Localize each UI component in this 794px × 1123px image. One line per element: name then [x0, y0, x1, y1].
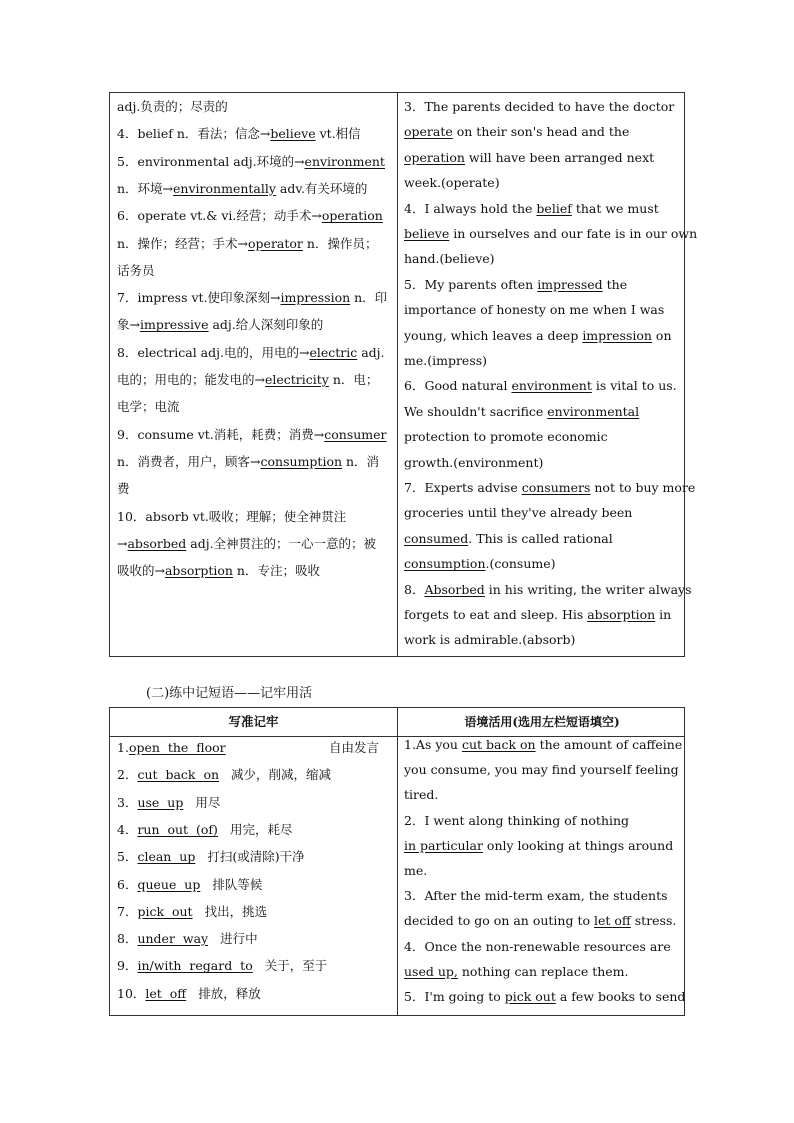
phrase-number: 6． — [117, 876, 138, 892]
usage-line: decided to go on an outing to let off stress. — [404, 913, 677, 929]
context-line: We shouldn't sacrifice environmental — [404, 403, 640, 419]
answer-blank: operation — [404, 149, 465, 165]
phrase-column — [110, 708, 397, 1015]
context-line: 4．I always hold the belief that we must — [404, 200, 659, 216]
phrase-text: clean up — [137, 849, 196, 865]
phrase-usage-column — [398, 708, 686, 1015]
phrase-number: 3． — [117, 794, 138, 810]
context-line: believe in ourselves and our fate is in our own — [404, 226, 698, 241]
usage-line: used up, nothing can replace them. — [404, 963, 629, 979]
phrase-item — [117, 740, 380, 756]
usage-line: me. — [404, 863, 428, 878]
phrase-text: run out (of) — [137, 821, 218, 837]
context-line: consumed. This is called rational — [404, 530, 613, 546]
answer-blank: operate — [404, 124, 453, 140]
phrase-item — [117, 849, 305, 865]
context-line: importance of honesty on me when I was — [404, 302, 665, 318]
usage-line: you consume, you may find yourself feeling — [404, 762, 679, 778]
vocab-line: →absorbed adj.全神贯注的；一心一意的；被 — [117, 535, 377, 551]
context-line: 6．Good natural environment is vital to us. — [404, 378, 677, 394]
usage-line: 2．I went along thinking of nothing — [404, 812, 630, 828]
vocab-line: 电学；电流 — [117, 399, 180, 415]
phrase-meaning: 进行中 — [220, 931, 258, 947]
phrase-text: pick out — [137, 903, 193, 919]
phrase-item — [117, 986, 261, 1002]
answer-blank: Absorbed — [424, 581, 485, 597]
phrase-meaning: 用完，耗尽 — [229, 821, 293, 837]
phrase-text: cut back on — [137, 767, 220, 783]
answer-blank: environmentally — [173, 180, 276, 196]
answer-blank: consumer — [324, 426, 387, 442]
answer-blank: belief — [536, 200, 572, 216]
phrase-number: 9． — [117, 958, 138, 974]
vocabulary-table — [109, 92, 698, 657]
answer-blank: used up, — [404, 963, 458, 979]
answer-blank: let off — [593, 913, 631, 929]
context-line: me.(impress) — [404, 353, 488, 368]
vocab-line: 电的；用电的；能发电的→electricity n．电； — [117, 372, 379, 387]
vocab-line: 7．impress vt.使印象深刻→impression n．印 — [117, 290, 388, 306]
answer-blank: impressed — [537, 276, 603, 292]
context-line: growth.(environment) — [404, 454, 544, 470]
context-line: forgets to eat and sleep. His absorption in — [404, 607, 672, 622]
answer-blank: consumed — [404, 530, 469, 546]
answer-blank: pick out — [504, 989, 556, 1004]
phrase-number: 2． — [117, 767, 138, 783]
vocab-line: 象→impressive adj.给人深刻印象的 — [117, 317, 324, 333]
answer-blank: consumption — [260, 453, 343, 469]
context-line: hand.(believe) — [404, 251, 495, 267]
usage-line: in particular only looking at things around — [404, 837, 674, 853]
answer-blank: impressive — [139, 317, 209, 333]
answer-blank: believe — [270, 126, 316, 142]
phrase-number: 7． — [117, 903, 138, 919]
phrase-meaning: 打扫(或清除)干净 — [207, 849, 305, 865]
phrase-item — [117, 877, 262, 893]
answer-blank: in particular — [404, 837, 483, 853]
answer-blank: environment — [304, 153, 385, 169]
usage-line: tired. — [404, 787, 439, 803]
answer-blank: consumers — [521, 480, 591, 495]
left-column-header: 写准记牢 — [228, 714, 279, 729]
vocab-line: 5．environmental adj.环境的→environment — [117, 153, 385, 169]
context-line: operate on their son's head and the — [404, 124, 630, 140]
vocab-line: n．操作；经营；手术→operator n．操作员； — [117, 235, 378, 251]
usage-line: 5．I'm going to pick out a few books to send — [404, 989, 686, 1004]
phrase-number: 8． — [117, 931, 138, 947]
vocab-line: 吸收的→absorption n．专注；吸收 — [117, 563, 320, 579]
phrase-number: 1. — [117, 740, 129, 755]
vocab-line: 10．absorb vt.吸收；理解；使全神贯注 — [117, 508, 347, 524]
phrase-text: queue up — [137, 876, 201, 892]
answer-blank: absorbed — [127, 535, 187, 551]
right-column-header: 语境活用(选用左栏短语填空) — [464, 715, 620, 729]
phrase-meaning: 关于，至于 — [264, 958, 328, 974]
answer-blank: believe — [404, 226, 450, 241]
answer-blank: absorption — [587, 607, 656, 622]
context-line: work is admirable.(absorb) — [404, 632, 576, 648]
context-usage-column — [398, 93, 698, 656]
context-line: consumption.(consume) — [404, 556, 556, 572]
answer-blank: operator — [248, 235, 303, 251]
phrase-number: 4． — [117, 821, 138, 837]
context-line: 5．My parents often impressed the — [404, 276, 628, 292]
context-line: 8．Absorbed in his writing, the writer always — [404, 581, 692, 597]
context-line: operation will have been arranged next — [404, 149, 655, 165]
answer-blank: electric — [309, 344, 358, 360]
phrase-number: 10． — [117, 985, 146, 1001]
context-line: 3．The parents decided to have the doctor — [404, 99, 675, 114]
phrase-meaning: 排队等候 — [212, 876, 263, 892]
vocab-line: 4．belief n．看法；信念→believe vt.相信 — [117, 126, 361, 142]
answer-blank: operation — [321, 208, 383, 224]
vocab-line: 话务员 — [117, 262, 155, 278]
vocab-line: adj.负责的；尽责的 — [117, 99, 228, 114]
usage-line: 4．Once the non-renewable resources are — [404, 938, 671, 954]
answer-blank: cut back on — [461, 737, 536, 752]
usage-line: 1.As you cut back on the amount of caffeine — [404, 737, 683, 752]
context-line: protection to promote economic — [404, 429, 608, 445]
phrase-text: open the floor — [128, 740, 226, 755]
answer-blank: impression — [582, 327, 652, 343]
phrase-meaning: 减少，削减，缩减 — [231, 767, 332, 783]
phrase-meaning: 用尽 — [195, 794, 221, 810]
phrase-meaning: 排放，释放 — [198, 985, 261, 1001]
context-line: young, which leaves a deep impression on — [404, 327, 672, 343]
phrase-item — [117, 958, 327, 974]
vocab-line: n．消费者，用户，顾客→consumption n．消 — [117, 453, 380, 469]
phrase-item — [117, 795, 220, 811]
phrase-table — [109, 707, 685, 1016]
phrase-number: 5． — [117, 849, 138, 865]
answer-blank: absorption — [164, 563, 233, 579]
phrase-item — [117, 767, 331, 783]
usage-line: 3．After the mid-term exam, the students — [404, 888, 668, 904]
context-line: 7．Experts advise consumers not to buy more — [404, 480, 696, 495]
phrase-text: in/with regard to — [137, 958, 253, 974]
section-title: (二)练中记短语——记牢用活 — [146, 686, 313, 701]
answer-blank: consumption — [404, 556, 486, 572]
vocab-line: n．环境→environmentally adv.有关环境的 — [117, 180, 368, 196]
phrase-meaning: 找出，挑选 — [204, 903, 268, 919]
phrase-item — [117, 904, 267, 920]
context-line: week.(operate) — [404, 175, 500, 191]
answer-blank: environment — [511, 378, 592, 394]
answer-blank: electricity — [264, 372, 329, 387]
answer-blank: impression — [280, 290, 351, 306]
phrase-item — [117, 931, 258, 947]
phrase-text: let off — [145, 985, 187, 1001]
context-line: groceries until they've already been — [404, 505, 633, 521]
phrase-text: use up — [137, 794, 184, 810]
phrase-meaning: 自由发言 — [329, 740, 380, 755]
phrase-item — [117, 822, 292, 838]
vocab-line: 9．consume vt.消耗，耗费；消费→consumer — [117, 426, 387, 442]
phrase-text: under way — [137, 931, 209, 947]
word-family-column — [110, 93, 397, 656]
vocab-line: 8．electrical adj.电的，用电的→electric adj. — [117, 344, 385, 360]
vocab-line: 费 — [117, 481, 130, 497]
vocab-line: 6．operate vt.& vi.经营；动手术→operation — [117, 208, 383, 224]
answer-blank: environmental — [547, 403, 640, 419]
